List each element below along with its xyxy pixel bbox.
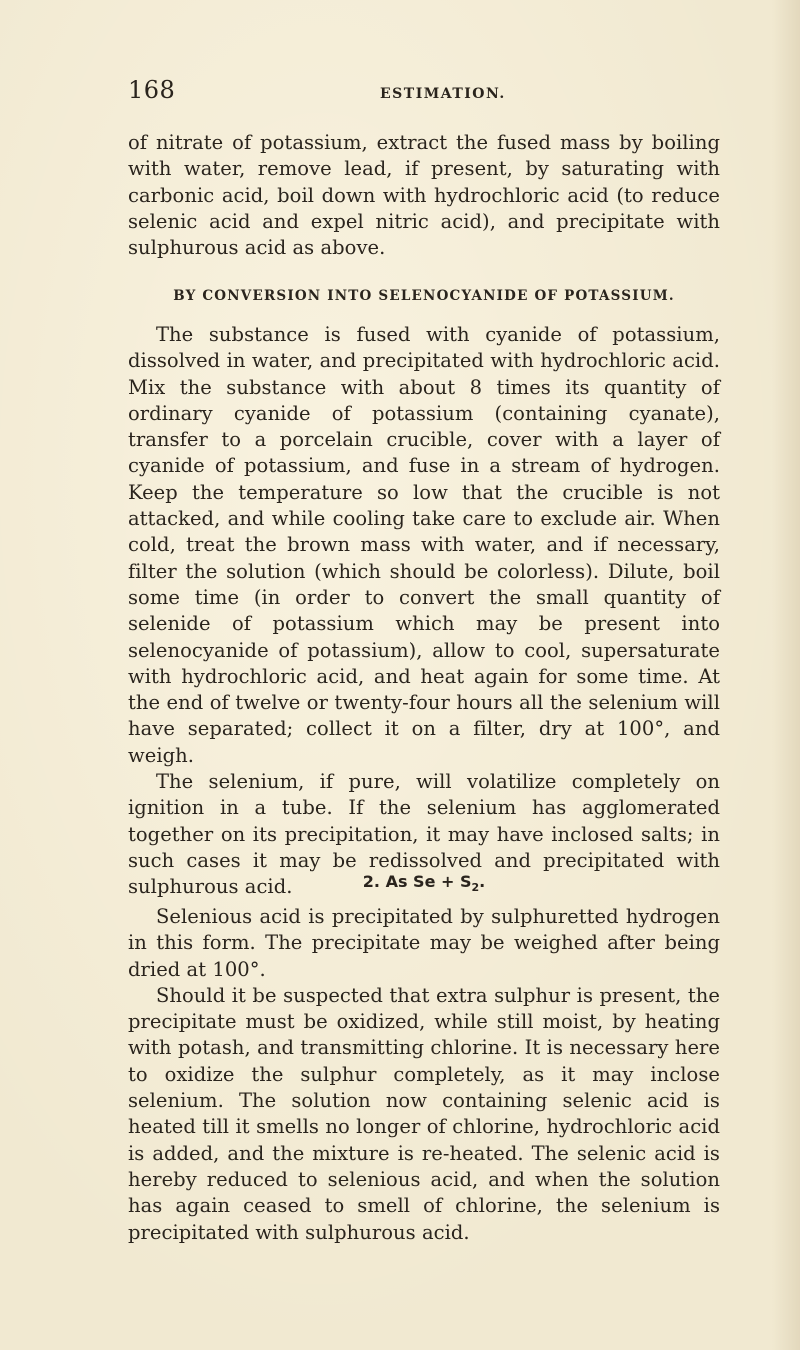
page-number: 168 bbox=[128, 76, 176, 104]
running-head: ESTIMATION. bbox=[380, 86, 506, 102]
section-subheading: BY CONVERSION INTO SELENOCYANIDE OF POTASSIUM. bbox=[173, 288, 675, 304]
formula-subheading bbox=[128, 872, 720, 894]
formula-period: . bbox=[479, 872, 486, 891]
formula-subscript: 2 bbox=[471, 881, 480, 895]
paragraph-oxidation-procedure: Should it be suspected that extra sulphur is present, the precipitate must be oxidized, while still moist, by heating with potash, and transmitting chlorine. It is necessary here to oxidize the sulphur completely, as it may inclose selenium. The solution now containing selenic acid is heated till it smells no longer of chlorine, hydrochloric acid is added, and the mixture is re-heated. The selenic acid is hereby reduced to selenious acid, and when the solution has again ceased to smell of chlorine, the selenium is precipitated with sulphurous acid. bbox=[128, 983, 720, 1244]
formula-text: 2. As Se + S bbox=[362, 872, 472, 891]
selenocyanide-section bbox=[128, 322, 720, 901]
paragraph-selenious-precipitation: Selenious acid is precipitated by sulphuretted hydrogen in this form. The precipitate may be weighed after being dried at 100°. bbox=[128, 905, 720, 981]
paragraph-continuation: of nitrate of potassium, extract the fused mass by boiling with water, remove lead, if present, by saturating with carbonic acid, boil down with hydrochloric acid (to reduce selenic acid and expel nitric acid), and precipitate with sulphurous acid as above. bbox=[128, 131, 720, 260]
page-header bbox=[128, 76, 708, 116]
paragraph-selenium-purity: The selenium, if pure, will volatilize completely on ignition in a tube. If the selenium has agglomerated together on its precipitation, it may have inclosed salts; in such cases it may be redissolved and precipitated with sulphurous acid. bbox=[128, 770, 720, 899]
page-edge-shadow bbox=[772, 0, 800, 1350]
sulphide-section bbox=[128, 904, 720, 1246]
paragraph-selenocyanide-method: The substance is fused with cyanide of potassium, dissolved in water, and precipitated with hydrochloric acid. Mix the substance with about 8 times its quantity of ordinary cyanide of potassium (containing cyanate), transfer to a porcelain crucible, cover with a layer of cyanide of potassium, and fuse in a stream of hydrogen. Keep the temperature so low that the crucible is not attacked, and while cooling take care to exclude air. When cold, treat the brown mass with water, and if necessary, filter the solution (which should be colorless). Dilute, boil some time (in order to convert the small quantity of selenide of potassium which may be present into selenocyanide of potassium), allow to cool, supersaturate with hydrochloric acid, and heat again for some time. At the end of twelve or twenty-four hours all the selenium will have separated; collect it on a filter, dry at 100°, and weigh. bbox=[128, 323, 720, 767]
